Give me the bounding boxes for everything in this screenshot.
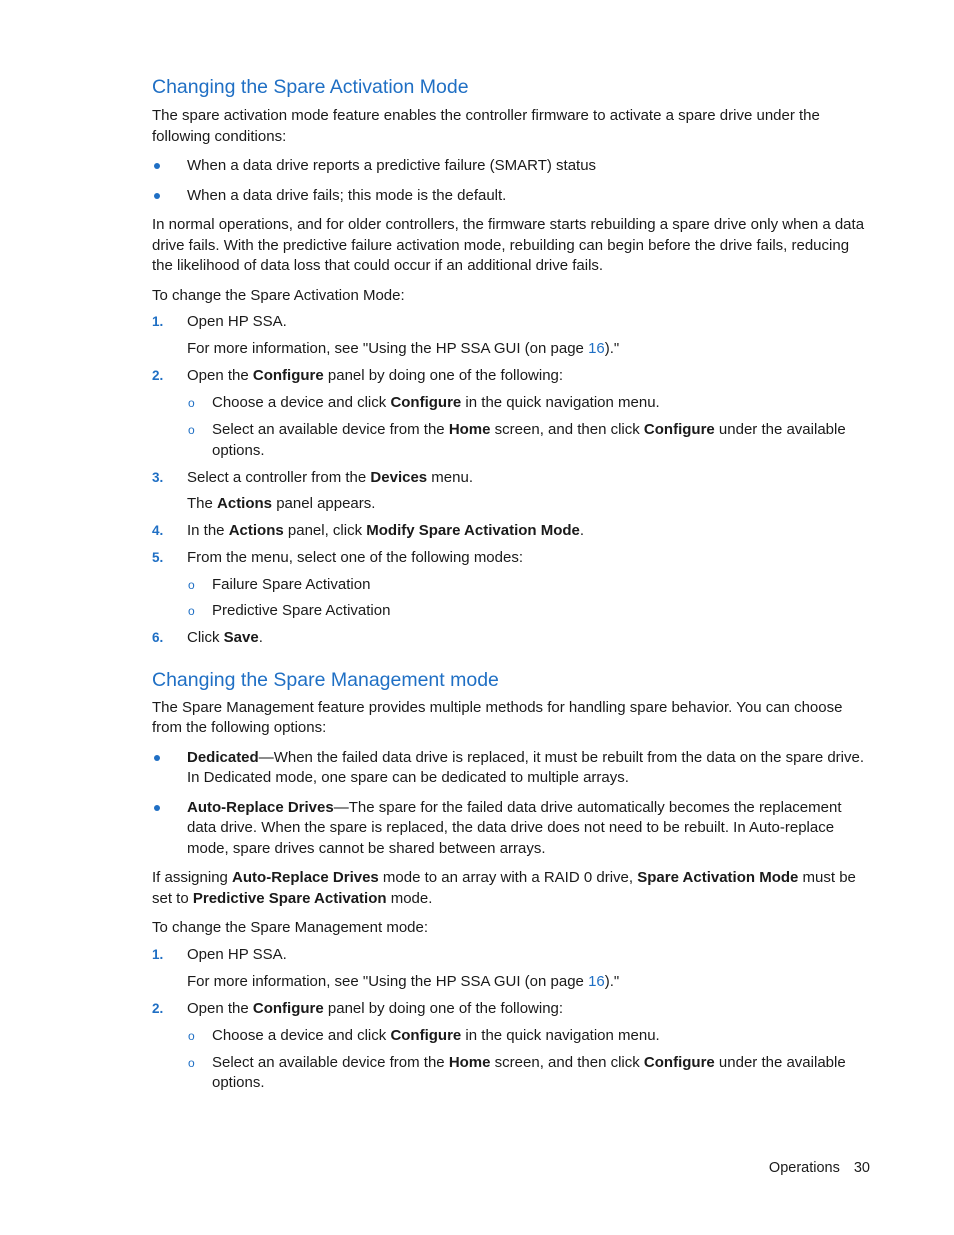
step-number: 2.	[152, 1000, 164, 1016]
more-info: For more information, see "Using the HP SSA GUI (on page 16)."	[187, 973, 620, 990]
step-item: 6. Click Save.	[152, 628, 870, 649]
step-number: 3.	[152, 469, 164, 485]
step-text: Open HP SSA.	[187, 313, 287, 330]
sub-bullet-icon: o	[188, 1028, 195, 1043]
footer-section: Operations	[768, 1160, 840, 1176]
mode-option: Failure Spare Activation	[212, 576, 371, 593]
mode-option: Predictive Spare Activation	[212, 602, 391, 619]
step-item: 4. In the Actions panel, click Modify Spare Activation Mode.	[152, 521, 870, 542]
step-item: 2. Open the Configure panel by doing one of the following:	[152, 366, 870, 387]
step-number: 6.	[152, 630, 164, 645]
paragraph-intro: The spare activation mode feature enables the controller firmware to activate a spare drive under the following conditions:	[152, 107, 820, 145]
sub-item: o Select an available device from the Home screen, and then click Configure under the available options.	[188, 1053, 846, 1091]
sub-item: o Choose a device and click Configure in the quick navigation menu.	[152, 393, 870, 414]
step-number: 5.	[152, 550, 164, 565]
bullet-item: Auto-Replace Drives—The spare for the failed data drive automatically becomes the replacement data drive. When the spare is replaced, the data drive does not need to be rebuilt. In Auto-replace mode, spare drives cannot be shared between arrays.	[152, 798, 870, 860]
sub-bullet-icon: o	[188, 396, 195, 410]
page-number: 30	[853, 1160, 870, 1176]
step-number: 1.	[152, 314, 164, 329]
procedure-lead: To change the Spare Management mode:	[152, 919, 429, 936]
sub-bullet-icon: o	[188, 578, 195, 592]
step-number: 2.	[152, 368, 164, 383]
step-item	[152, 548, 870, 569]
step-item: 3. Select a controller from the Devices menu.	[152, 468, 870, 489]
bullet-item	[152, 156, 870, 177]
procedure-lead: To change the Spare Activation Mode:	[152, 286, 405, 304]
step-text: Open HP SSA.	[187, 946, 287, 963]
sub-item: o Choose a device and click Configure in the quick navigation menu.	[152, 1026, 870, 1047]
bullet-item	[152, 186, 870, 207]
paragraph-intro: The Spare Management feature provides multiple methods for handling spare behavior. You can choose from the following options:	[152, 698, 843, 736]
sub-item: o Select an available device from the Home screen, and then click Configure under the available options.	[188, 421, 846, 459]
step-number: 4.	[152, 523, 164, 538]
bullet-text: When a data drive fails; this mode is the default.	[187, 186, 507, 204]
sub-bullet-icon: o	[188, 423, 195, 437]
page-link[interactable]: 16	[588, 340, 605, 357]
bullet-item: Dedicated—When the failed data drive is replaced, it must be rebuilt from the data on the spare drive. In Dedicated mode, one spare can be dedicated to multiple arrays.	[152, 748, 870, 789]
section-title-spare-activation: Changing the Spare Activation Mode	[152, 76, 469, 98]
paragraph-normal-ops: In normal operations, and for older controllers, the firmware starts rebuilding a spare drive only when a data drive fails. With the predictive failure activation mode, rebuilding can begin before the drive fails, reducing the likelihood of data loss that could occur if an additional drive fails.	[152, 216, 865, 274]
step-item	[152, 945, 870, 966]
step-note: The Actions panel appears.	[187, 495, 376, 512]
step-item	[152, 312, 870, 333]
step-text: From the menu, select one of the following modes:	[187, 549, 524, 566]
section-title-spare-management: Changing the Spare Management mode	[152, 668, 499, 691]
page-footer	[769, 1158, 870, 1179]
paragraph-raid-note: If assigning Auto-Replace Drives mode to an array with a RAID 0 drive, Spare Activation Mode must be set to Predictive Spare Activation mode.	[152, 869, 856, 907]
sub-bullet-icon: o	[188, 1055, 195, 1070]
step-item: 2. Open the Configure panel by doing one of the following:	[152, 999, 870, 1020]
page-content	[152, 74, 870, 1094]
sub-item	[152, 575, 870, 596]
page-link[interactable]: 16	[588, 973, 605, 990]
sub-item	[152, 601, 870, 622]
sub-bullet-icon: o	[188, 604, 195, 618]
step-number: 1.	[152, 947, 164, 962]
more-info: For more information, see "Using the HP SSA GUI (on page 16)."	[187, 340, 620, 357]
bullet-text: When a data drive reports a predictive failure (SMART) status	[187, 157, 597, 174]
